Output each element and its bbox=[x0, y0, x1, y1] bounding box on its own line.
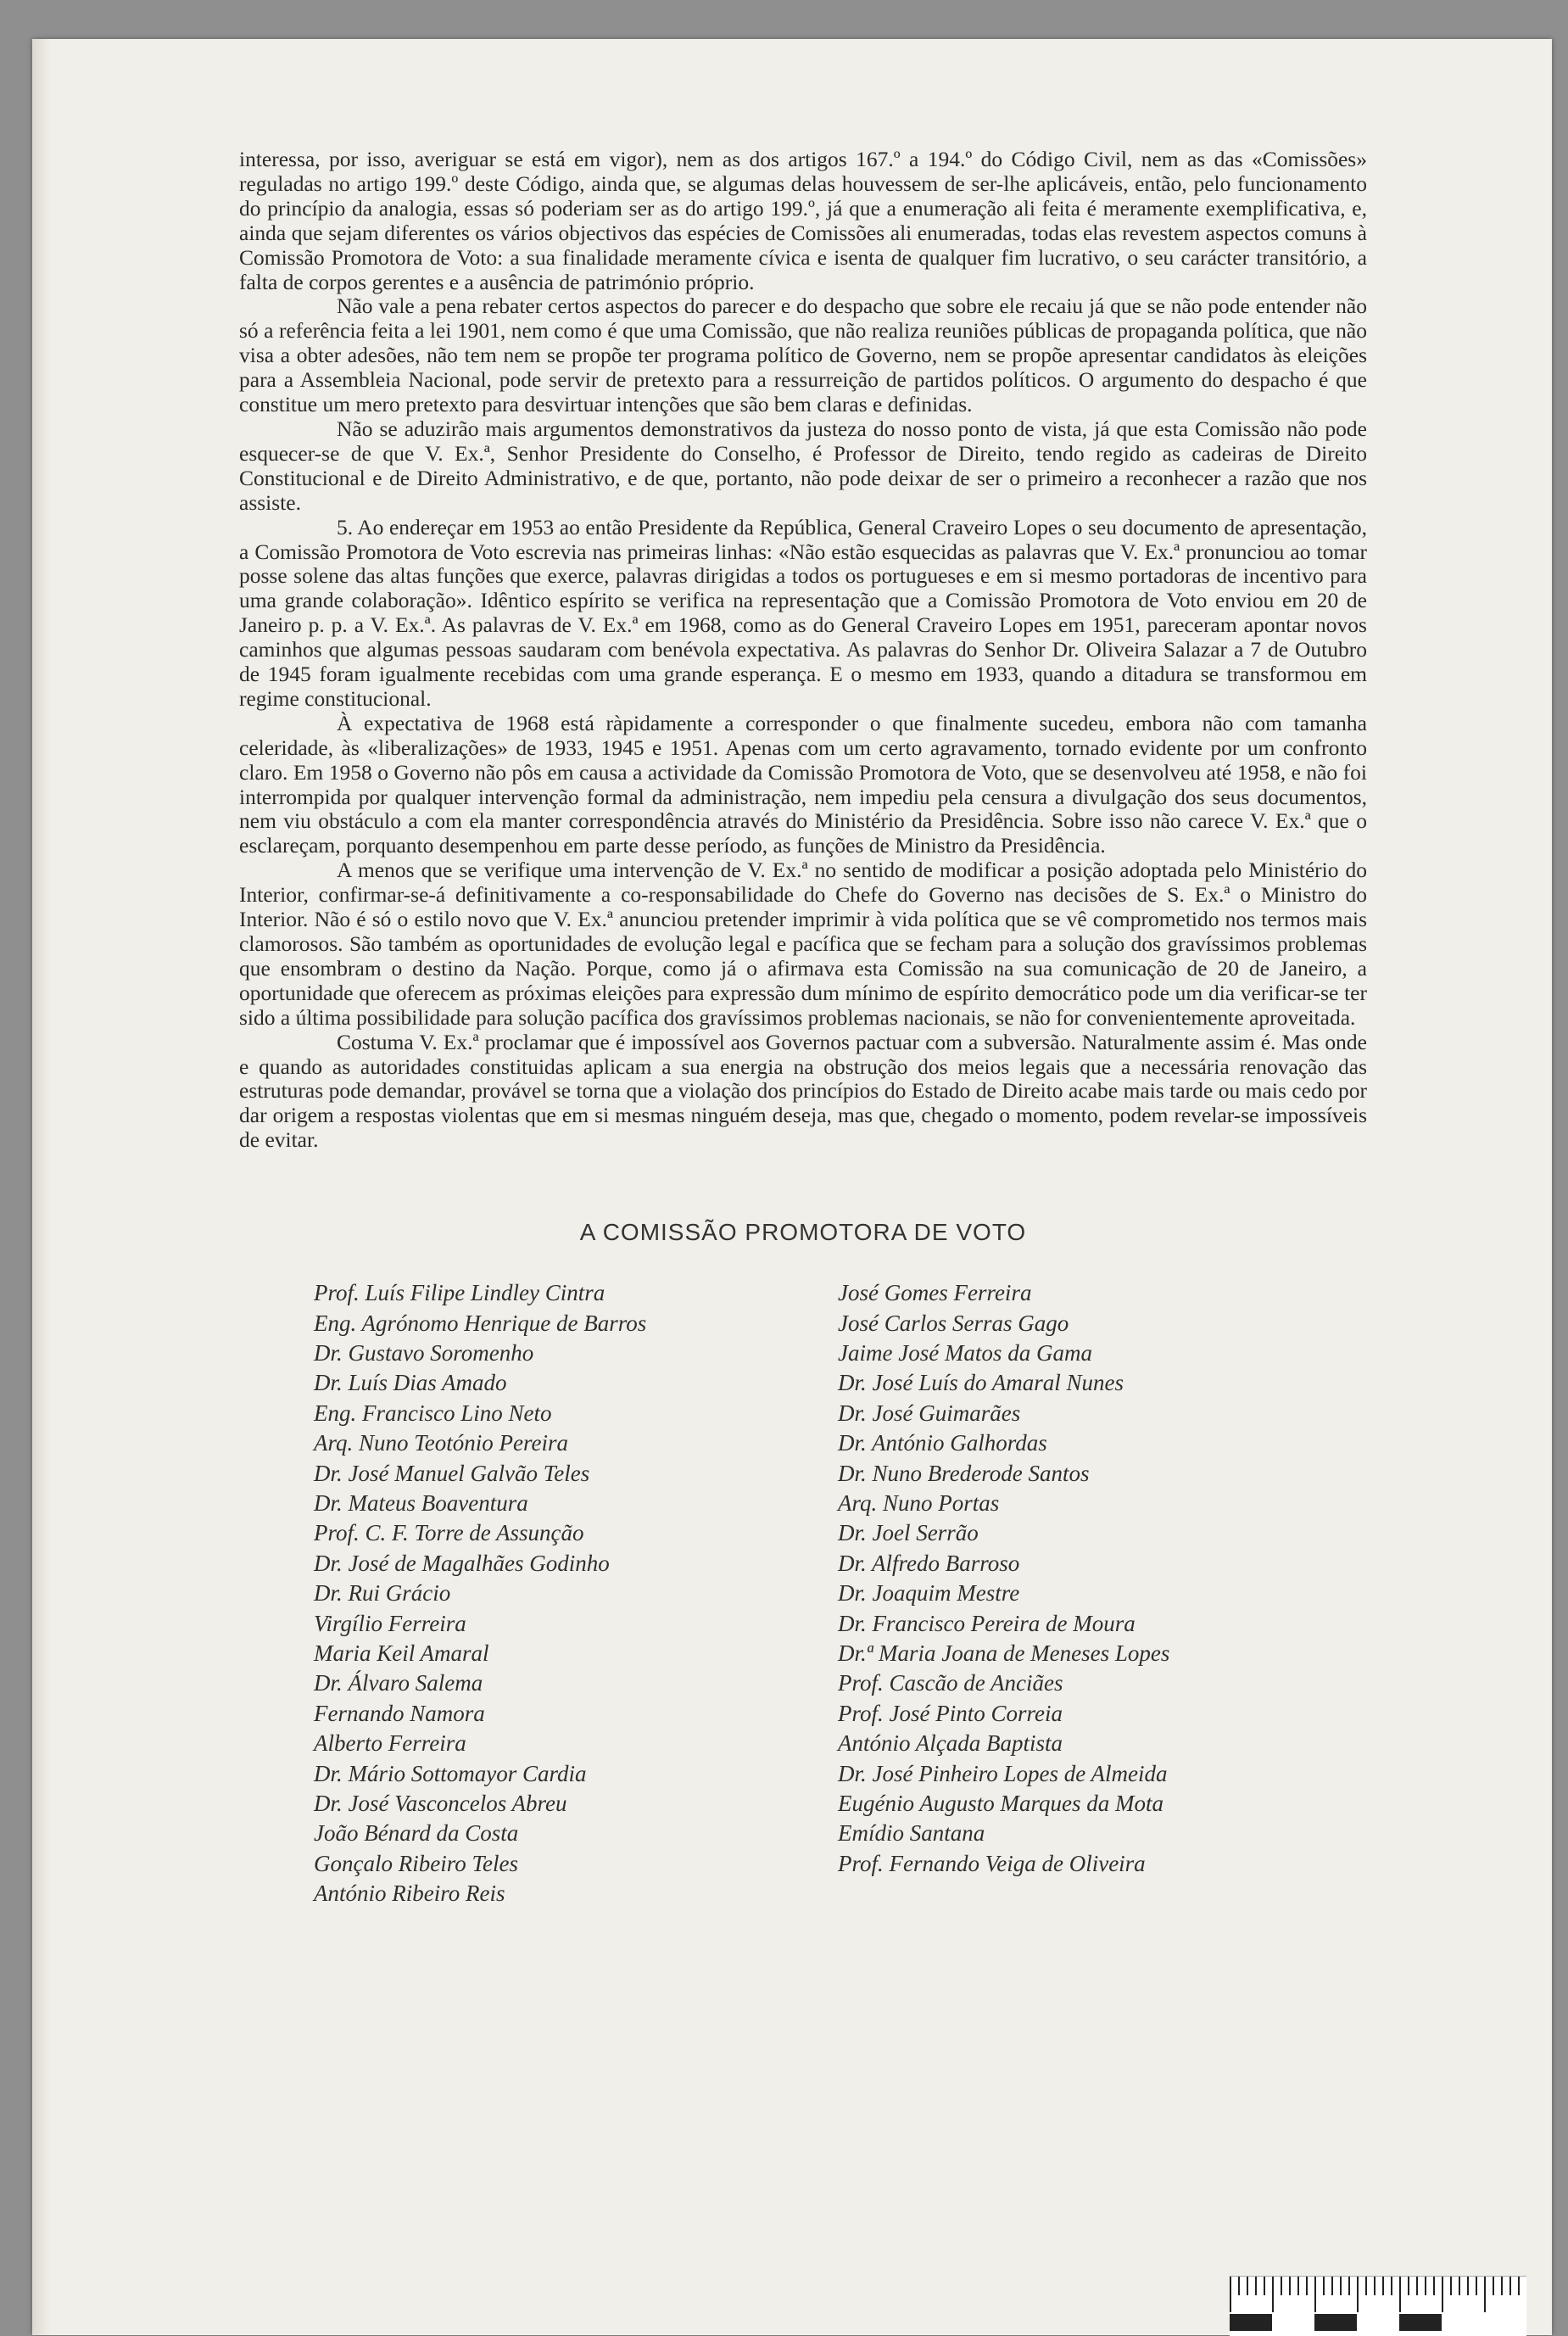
signatory: Dr. Álvaro Salema bbox=[314, 1670, 483, 1696]
signatory: Dr. José Guimarães bbox=[838, 1400, 1021, 1426]
ruler-block bbox=[1230, 2314, 1272, 2331]
signatory: Dr. José de Magalhães Godinho bbox=[314, 1550, 610, 1576]
paragraph-1: interessa, por isso, averiguar se está em vigor), nem as dos artigos 167.º a 194.º do Código Civil, nem as das «Comissões» reguladas no artigo 199.º deste Código, ainda que, se algumas delas houvessem de ser-lhe aplicáveis, então, pelo funcionamento do princípio da analogia, essas só poderiam ser as do artigo 199.º, já que a enumeração ali feita é meramente exemplificativa, e, ainda que sejam diferentes os vários objectivos das espécies de Comissões ali enumeradas, todas elas revestem aspectos comuns à Comissão Promotora de Voto: a sua finalidade meramente cívica e isenta de qualquer fim lucrativo, o seu carácter transitório, a falta de corpos gerentes e a ausência de património próprio. bbox=[239, 147, 1367, 294]
signatory: Prof. Fernando Veiga de Oliveira bbox=[838, 1850, 1146, 1876]
signatory: Dr. José Vasconcelos Abreu bbox=[314, 1791, 567, 1817]
signatory: José Gomes Ferreira bbox=[838, 1280, 1032, 1306]
signatory: Prof. Luís Filipe Lindley Cintra bbox=[314, 1280, 605, 1306]
signatory: Dr. Mateus Boaventura bbox=[314, 1490, 528, 1516]
signatories-right-column bbox=[838, 1278, 1364, 1909]
signatories-block bbox=[239, 1278, 1367, 1909]
paragraph-6: A menos que se verifique uma intervenção de V. Ex.ª no sentido de modificar a posição adoptada pelo Ministério do Interior, confirmar-se-á definitivamente a co-responsabilidade do Chefe do Governo nas decisões de S. Ex.ª o Ministro do Interior. Não é só o estilo novo que V. Ex.ª anunciou pretender imprimir à vida política que se vê comprometido nos termos mais clamorosos. São também as oportunidades de evolução legal e pacífica que se fecham para a solução dos gravíssimos problemas que ensombram o destino da Nação. Porque, como já o afirmava esta Comissão na sua comunicação de 20 de Janeiro, a oportunidade que oferecem as próximas eleições para expressão dum mínimo de espírito democrático pode um dia verificar-se ter sido a última possibilidade para solução pacífica dos gravíssimos problemas nacionais, se não for convenientemente aproveitada. bbox=[239, 858, 1367, 1030]
signatories-left-column bbox=[314, 1278, 838, 1909]
ruler-block bbox=[1314, 2314, 1357, 2331]
signatory: Gonçalo Ribeiro Teles bbox=[314, 1850, 518, 1876]
signatory: Prof. José Pinto Correia bbox=[838, 1700, 1063, 1726]
signatory: Arq. Nuno Teotónio Pereira bbox=[314, 1430, 569, 1456]
ruler-block bbox=[1399, 2314, 1442, 2331]
paragraph-4: 5. Ao endereçar em 1953 ao então Presidente da República, General Craveiro Lopes o seu documento de apresentação, a Comissão Promotora de Voto escrevia nas primeiras linhas: «Não estão esquecidas as palavras que V. Ex.ª pronunciou ao tomar posse solene das altas funções que exerce, palavras dirigidas a todos os portugueses e em si mesmo portadoras de incentivo para uma grande colaboração». Idêntico espírito se verifica na representação que a Comissão Promotora de Voto enviou em 20 de Janeiro p. p. a V. Ex.ª. As palavras de V. Ex.ª em 1968, como as do General Craveiro Lopes em 1951, pareceram apontar novos caminhos que algumas pessoas saudaram com benévola expectativa. As palavras do Senhor Dr. Oliveira Salazar a 7 de Outubro de 1945 foram igualmente recebidas com uma grande esperança. E o mesmo em 1933, quando a ditadura se transformou em regime constitucional. bbox=[239, 514, 1367, 711]
paragraph-5: À expectativa de 1968 está ràpidamente a corresponder o que finalmente sucedeu, embora não com tamanha celeridade, às «liberalizações» de 1933, 1945 e 1951. Apenas com um certo agravamento, tornado evidente por um confronto claro. Em 1958 o Governo não pôs em causa a actividade da Comissão Promotora de Voto, que se desenvolveu até 1958, e não foi interrompida por qualquer intervenção formal da administração, nem impediu pela censura a divulgação dos seus documentos, nem viu obstáculo a com ela manter correspondência através do Ministério da Presidência. Sobre isso não carece V. Ex.ª que o esclareçam, porquanto desempenhou em parte desse período, as funções de Ministro da Presidência. bbox=[239, 710, 1367, 858]
signatory: Dr. Nuno Brederode Santos bbox=[838, 1460, 1090, 1486]
signatory: Dr. António Galhordas bbox=[838, 1430, 1047, 1456]
signatory: Dr. Gustavo Soromenho bbox=[314, 1339, 534, 1366]
signatory: Dr. Joaquim Mestre bbox=[838, 1580, 1020, 1607]
page-edge-shadow bbox=[32, 39, 51, 2335]
signatory: Maria Keil Amaral bbox=[314, 1640, 489, 1667]
signatory: Eugénio Augusto Marques da Mota bbox=[838, 1791, 1163, 1817]
signatory: José Carlos Serras Gago bbox=[838, 1310, 1069, 1336]
signatory: Dr. Joel Serrão bbox=[838, 1520, 979, 1546]
signatory: Alberto Ferreira bbox=[314, 1730, 466, 1757]
signatory: Dr.ª Maria Joana de Meneses Lopes bbox=[838, 1640, 1170, 1667]
signatory: Dr. Rui Grácio bbox=[314, 1580, 451, 1607]
signatory: António Ribeiro Reis bbox=[314, 1881, 505, 1907]
paragraph-3: Não se aduzirão mais argumentos demonstrativos da justeza do nosso ponto de vista, já que esta Comissão não pode esquecer-se de que V. Ex.ª, Senhor Presidente do Conselho, é Professor de Direito, tendo regido as cadeiras de Direito Constitucional e de Direito Administrativo, e de que, portanto, não pode deixar de ser o primeiro a reconhecer a razão que nos assiste. bbox=[239, 416, 1367, 515]
signatory: Dr. José Pinheiro Lopes de Almeida bbox=[838, 1760, 1168, 1786]
signatory: Prof. C. F. Torre de Assunção bbox=[314, 1520, 584, 1546]
paragraph-2: Não vale a pena rebater certos aspectos do parecer e do despacho que sobre ele recaiu já que se não pode entender não só a referência feita a lei 1901, nem como é que uma Comissão, que não realiza reuniões públicas de propaganda política, que não visa a obter adesões, não tem nem se propõe ter programa político de Governo, nem se propõe apresentar candidatos às eleições para a Assembleia Nacional, pode servir de pretexto para a ressurreição de partidos políticos. O argumento do despacho é que constitue um mero pretexto para desvirtuar intenções que são bem claras e definidas. bbox=[239, 293, 1367, 417]
signatory: Dr. Mário Sottomayor Cardia bbox=[314, 1760, 587, 1786]
signatory: Virgílio Ferreira bbox=[314, 1610, 466, 1636]
signatory: Eng. Agrónomo Henrique de Barros bbox=[314, 1310, 647, 1336]
scale-ruler bbox=[1230, 2276, 1526, 2336]
signatory: João Bénard da Costa bbox=[314, 1820, 519, 1847]
signatory: António Alçada Baptista bbox=[838, 1730, 1063, 1757]
signatory: Fernando Namora bbox=[314, 1700, 485, 1726]
signatory: Jaime José Matos da Gama bbox=[838, 1339, 1092, 1366]
ruler-ticks bbox=[1230, 2295, 1526, 2312]
signatory: Emídio Santana bbox=[838, 1820, 985, 1847]
signatory: Dr. Alfredo Barroso bbox=[838, 1550, 1020, 1576]
signatory: Eng. Francisco Lino Neto bbox=[314, 1400, 552, 1426]
document-body bbox=[239, 148, 1367, 1909]
signatory: Dr. José Manuel Galvão Teles bbox=[314, 1460, 590, 1486]
document-page bbox=[32, 39, 1552, 2335]
signatory: Arq. Nuno Portas bbox=[838, 1490, 1000, 1516]
paragraph-7: Costuma V. Ex.ª proclamar que é impossível aos Governos pactuar com a subversão. Naturalmente assim é. Mas onde e quando as autoridades constituidas aplicam a sua energia na obstrução dos meios legais que a necessária renovação das estruturas pode demandar, provável se torna que a violação dos princípios do Estado de Direito acabe mais tarde ou mais cedo por dar origem a respostas violentas que em si mesmas ninguém deseja, mas que, chegado o momento, podem revelar-se impossíveis de evitar. bbox=[239, 1029, 1367, 1153]
signature-title: A COMISSÃO PROMOTORA DE VOTO bbox=[579, 1219, 1027, 1246]
signatory: Prof. Cascão de Anciães bbox=[838, 1670, 1063, 1696]
signatory: Dr. José Luís do Amaral Nunes bbox=[838, 1370, 1124, 1396]
signatory: Dr. Francisco Pereira de Moura bbox=[838, 1610, 1136, 1636]
signatory: Dr. Luís Dias Amado bbox=[314, 1370, 507, 1396]
